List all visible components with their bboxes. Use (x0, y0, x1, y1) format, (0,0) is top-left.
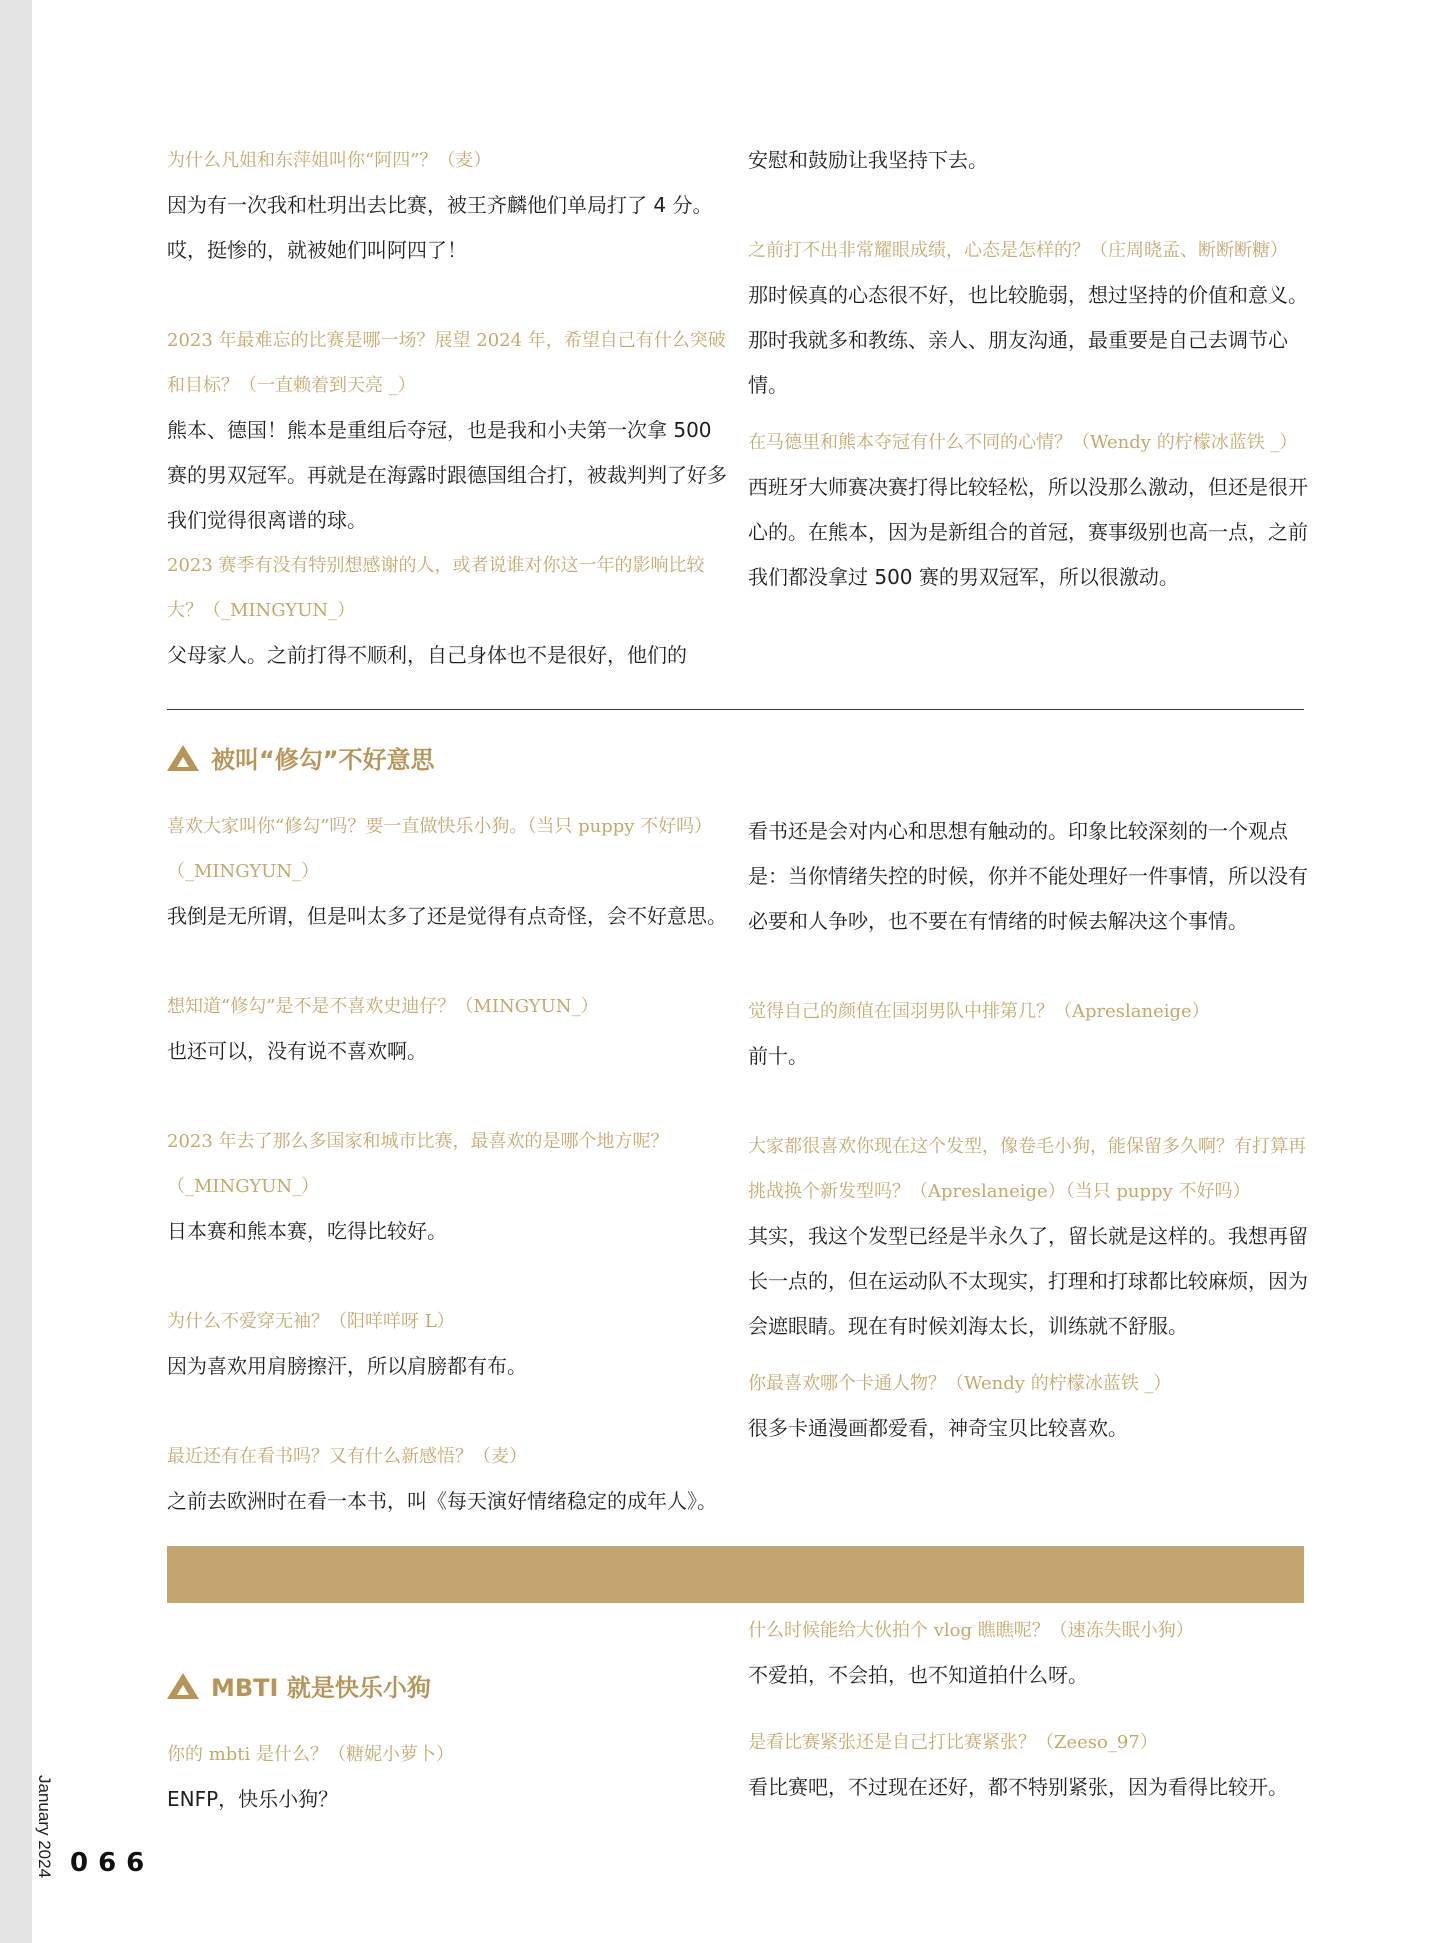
question-text: 2023 年去了那么多国家和城市比赛，最喜欢的是哪个地方呢？（_MINGYUN_） (167, 1131, 669, 1197)
question-text: 在马德里和熊本夺冠有什么不同的心情？（Wendy 的柠檬冰蓝铁 _） (748, 432, 1298, 453)
question-text: 为什么不爱穿无袖？（阳咩咩呀 L） (167, 1311, 455, 1332)
question-text: 觉得自己的颜值在国羽男队中排第几？（Apreslaneige） (748, 1001, 1210, 1022)
answer-text: 其实，我这个发型已经是半永久了，留长就是这样的。我想再留长一点的，但在运动队不太现实，打理和打球都比较麻烦，因为会遮眼睛。现在有时候刘海太长，训练就不舒服。 (748, 1224, 1308, 1338)
decorative-band (167, 1546, 1304, 1603)
question-text: 为什么凡姐和东萍姐叫你“阿四”？（麦） (167, 150, 492, 171)
triangle-icon (167, 1673, 199, 1699)
answer-text: 西班牙大师赛决赛打得比较轻松，所以没那么激动，但还是很开心的。在熊本，因为是新组合的首冠，赛事级别也高一点，之前我们都没拿过 500 赛的男双冠军，所以很激动。 (748, 475, 1308, 589)
answer-text: 熊本、德国！熊本是重组后夺冠，也是我和小夫第一次拿 500 赛的男双冠军。再就是在海露时跟德国组合打，被裁判判了好多我们觉得很离谱的球。 (167, 418, 727, 532)
section-divider (167, 709, 1304, 710)
section2-left-column (167, 804, 727, 1524)
question-text: 想知道“修勾”是不是不喜欢史迪仔？（MINGYUN_） (167, 996, 599, 1017)
question-text: 你最喜欢哪个卡通人物？（Wendy 的柠檬冰蓝铁 _） (748, 1373, 1172, 1394)
answer-text: 看比赛吧，不过现在还好，都不特别紧张，因为看得比较开。 (748, 1775, 1288, 1799)
question-text: 之前打不出非常耀眼成绩，心态是怎样的？（庄周晓孟、断断断糖） (748, 240, 1288, 261)
section1-right-column (748, 138, 1308, 600)
answer-text: 很多卡通漫画都爱看，神奇宝贝比较喜欢。 (748, 1416, 1128, 1440)
question-text: 2023 年最难忘的比赛是哪一场？展望 2024 年，希望自己有什么突破和目标？（一直赖着到天亮 _） (167, 330, 726, 396)
section-heading (167, 740, 435, 775)
question-text: 喜欢大家叫你“修勾”吗？要一直做快乐小狗。（当只 puppy 不好吗）（_MINGYUN_） (167, 816, 713, 882)
answer-text: 前十。 (748, 1044, 808, 1068)
section-title: MBTI 就是快乐小狗 (211, 1674, 431, 1702)
section-title: 被叫“修勾”不好意思 (211, 746, 435, 774)
section2-right-column (748, 809, 1308, 1451)
section3-left-column (167, 1732, 727, 1822)
question-text: 你的 mbti 是什么？（糖妮小萝卜） (167, 1744, 455, 1765)
answer-text: 之前去欧洲时在看一本书，叫《每天演好情绪稳定的成年人》。 (167, 1489, 717, 1513)
question-text: 大家都很喜欢你现在这个发型，像卷毛小狗，能保留多久啊？有打算再挑战换个新发型吗？（Apreslaneige）（当只 puppy 不好吗） (748, 1136, 1306, 1202)
answer-text: 我倒是无所谓，但是叫太多了还是觉得有点奇怪，会不好意思。 (167, 904, 727, 928)
answer-text: 安慰和鼓励让我坚持下去。 (748, 148, 988, 172)
page-number: 066 (70, 1848, 155, 1878)
section-heading (167, 1668, 431, 1703)
answer-text: 因为喜欢用肩膀擦汗，所以肩膀都有布。 (167, 1354, 527, 1378)
question-text: 最近还有在看书吗？又有什么新感悟？（麦） (167, 1446, 527, 1467)
section3-right-column (748, 1608, 1308, 1810)
answer-text: 日本赛和熊本赛，吃得比较好。 (167, 1219, 447, 1243)
answer-text: 看书还是会对内心和思想有触动的。印象比较深刻的一个观点是：当你情绪失控的时候，你并不能处理好一件事情，所以没有必要和人争吵，也不要在有情绪的时候去解决这个事情。 (748, 819, 1308, 933)
answer-text: ENFP，快乐小狗？ (167, 1787, 339, 1811)
question-text: 2023 赛季有没有特别想感谢的人，或者说谁对你这一年的影响比较大？（_MINGYUN_） (167, 555, 705, 621)
side-strip (0, 0, 32, 1943)
answer-text: 不爱拍，不会拍，也不知道拍什么呀。 (748, 1663, 1088, 1687)
section1-left-column (167, 138, 727, 678)
question-text: 什么时候能给大伙拍个 vlog 瞧瞧呢？（速冻失眠小狗） (748, 1620, 1194, 1641)
triangle-icon (167, 745, 199, 771)
answer-text: 也还可以，没有说不喜欢啊。 (167, 1039, 427, 1063)
answer-text: 因为有一次我和杜玥出去比赛，被王齐麟他们单局打了 4 分。哎，挺惨的，就被她们叫阿四了！ (167, 193, 713, 262)
issue-date-label: January 2024 (35, 1775, 54, 1879)
question-text: 是看比赛紧张还是自己打比赛紧张？（Zeeso_97） (748, 1732, 1158, 1753)
answer-text: 那时候真的心态很不好，也比较脆弱，想过坚持的价值和意义。那时我就多和教练、亲人、朋友沟通，最重要是自己去调节心情。 (748, 283, 1308, 397)
answer-text: 父母家人。之前打得不顺利，自己身体也不是很好，他们的 (167, 643, 687, 667)
